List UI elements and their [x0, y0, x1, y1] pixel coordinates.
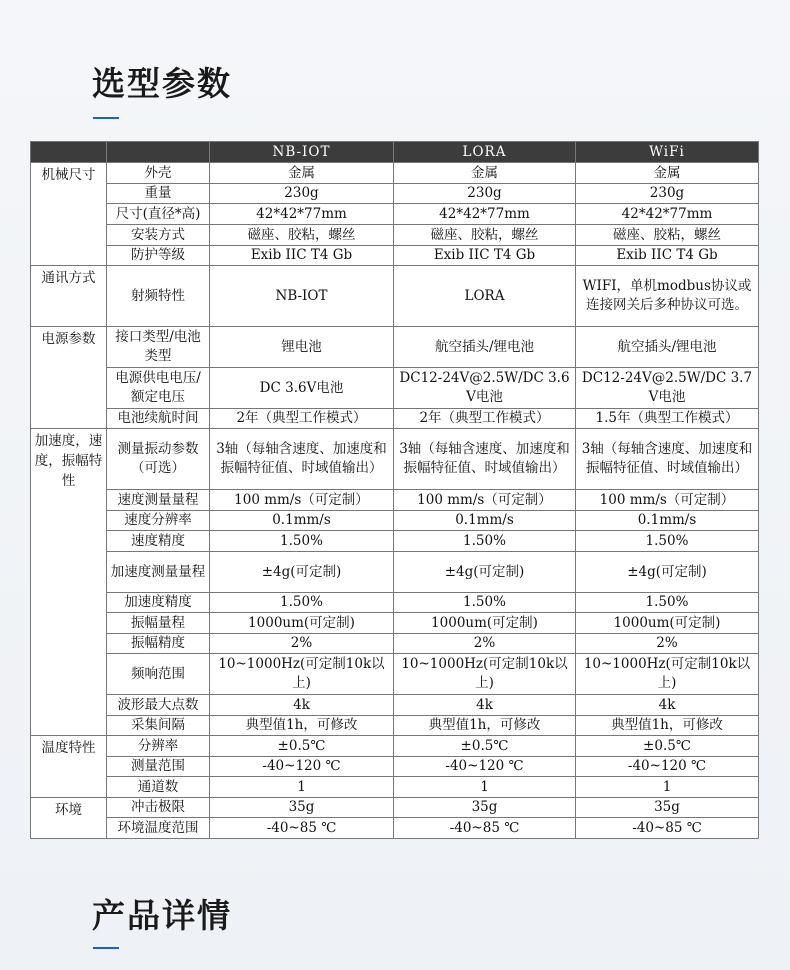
lora-cell: 磁座、胶粘，螺丝 — [394, 225, 576, 246]
table-row — [31, 184, 759, 204]
wifi-cell: DC12-24V@2.5W/DC 3.7V电池 — [576, 368, 759, 409]
wifi-cell: 3轴（每轴含速度、加速度和振幅特征值、时域值输出） — [576, 429, 759, 490]
wifi-cell: 2% — [576, 634, 759, 654]
wifi-cell: 1000um(可定制) — [576, 613, 759, 634]
lora-cell: ±0.5℃ — [394, 736, 576, 757]
nb-iot-cell: ±0.5℃ — [210, 736, 394, 757]
nb-iot-cell: NB-IOT — [210, 266, 394, 327]
wifi-cell: ±4g(可定制) — [576, 552, 759, 593]
table-row — [31, 368, 759, 409]
wifi-cell: 230g — [576, 184, 759, 204]
nb-iot-cell: 1.50% — [210, 593, 394, 613]
nb-iot-cell: 10~1000Hz(可定制10k以上) — [210, 654, 394, 695]
nb-iot-cell: 3轴（每轴含速度、加速度和振幅特征值、时域值输出） — [210, 429, 394, 490]
lora-cell: 42*42*77mm — [394, 204, 576, 225]
category-vibration: 加速度，速度，振幅特性 — [31, 429, 107, 736]
nb-iot-cell: 100 mm/s（可定制） — [210, 490, 394, 511]
param-cell: 分辨率 — [107, 736, 210, 757]
lora-cell: LORA — [394, 266, 576, 327]
nb-iot-cell: -40~85 ℃ — [210, 818, 394, 839]
product-details-title: 产品详情 — [92, 896, 232, 935]
category-mechanical: 机械尺寸 — [31, 163, 107, 266]
param-cell: 测量范围 — [107, 757, 210, 777]
wifi-cell: 金属 — [576, 163, 759, 184]
table-row — [31, 716, 759, 736]
param-cell: 频响范围 — [107, 654, 210, 695]
wifi-cell: 磁座、胶粘，螺丝 — [576, 225, 759, 246]
table-row — [31, 552, 759, 593]
table-row — [31, 490, 759, 511]
table-row — [31, 246, 759, 266]
param-cell: 速度精度 — [107, 531, 210, 552]
wifi-cell: -40~85 ℃ — [576, 818, 759, 839]
nb-iot-cell: 42*42*77mm — [210, 204, 394, 225]
nb-iot-cell: 35g — [210, 798, 394, 818]
lora-cell: 1.50% — [394, 531, 576, 552]
title-underline — [93, 117, 119, 119]
wifi-cell: 航空插头/锂电池 — [576, 327, 759, 368]
param-cell: 通道数 — [107, 777, 210, 798]
header-lora: LORA — [394, 142, 576, 163]
header-wifi: WiFi — [576, 142, 759, 163]
table-row — [31, 409, 759, 429]
spec-table — [30, 141, 759, 839]
category-power: 电源参数 — [31, 327, 107, 429]
wifi-cell: -40~120 ℃ — [576, 757, 759, 777]
wifi-cell: Exib IIC T4 Gb — [576, 246, 759, 266]
lora-cell: 4k — [394, 695, 576, 716]
category-temperature: 温度特性 — [31, 736, 107, 798]
wifi-cell: 1 — [576, 777, 759, 798]
param-cell: 电源供电电压/额定电压 — [107, 368, 210, 409]
param-cell: 电池续航时间 — [107, 409, 210, 429]
category-environment: 环境 — [31, 798, 107, 839]
param-cell: 射频特性 — [107, 266, 210, 327]
wifi-cell: 10~1000Hz(可定制10k以上) — [576, 654, 759, 695]
wifi-cell: 典型值1h，可修改 — [576, 716, 759, 736]
wifi-cell: 4k — [576, 695, 759, 716]
lora-cell: 230g — [394, 184, 576, 204]
nb-iot-cell: Exib IIC T4 Gb — [210, 246, 394, 266]
lora-cell: 1.50% — [394, 593, 576, 613]
param-cell: 采集间隔 — [107, 716, 210, 736]
param-cell: 振幅量程 — [107, 613, 210, 634]
nb-iot-cell: 1 — [210, 777, 394, 798]
table-row — [31, 163, 759, 184]
nb-iot-cell: DC 3.6V电池 — [210, 368, 394, 409]
wifi-cell: 1.50% — [576, 593, 759, 613]
lora-cell: 2% — [394, 634, 576, 654]
table-row — [31, 531, 759, 552]
lora-cell: 35g — [394, 798, 576, 818]
param-cell: 重量 — [107, 184, 210, 204]
header-blank-param — [107, 142, 210, 163]
table-header-row — [31, 142, 759, 163]
nb-iot-cell: 锂电池 — [210, 327, 394, 368]
table-row — [31, 613, 759, 634]
table-row — [31, 511, 759, 531]
table-row — [31, 225, 759, 246]
table-row — [31, 736, 759, 757]
param-cell: 速度分辨率 — [107, 511, 210, 531]
nb-iot-cell: 2% — [210, 634, 394, 654]
nb-iot-cell: 0.1mm/s — [210, 511, 394, 531]
nb-iot-cell: 230g — [210, 184, 394, 204]
nb-iot-cell: 磁座、胶粘，螺丝 — [210, 225, 394, 246]
param-cell: 防护等级 — [107, 246, 210, 266]
lora-cell: 1 — [394, 777, 576, 798]
table-row — [31, 593, 759, 613]
param-cell: 外壳 — [107, 163, 210, 184]
lora-cell: 典型值1h，可修改 — [394, 716, 576, 736]
wifi-cell: 35g — [576, 798, 759, 818]
nb-iot-cell: ±4g(可定制) — [210, 552, 394, 593]
wifi-cell: ±0.5℃ — [576, 736, 759, 757]
lora-cell: -40~120 ℃ — [394, 757, 576, 777]
param-cell: 加速度精度 — [107, 593, 210, 613]
wifi-cell: 0.1mm/s — [576, 511, 759, 531]
lora-cell: Exib IIC T4 Gb — [394, 246, 576, 266]
param-cell: 尺寸(直径*高) — [107, 204, 210, 225]
lora-cell: 3轴（每轴含速度、加速度和振幅特征值、时域值输出） — [394, 429, 576, 490]
param-cell: 安装方式 — [107, 225, 210, 246]
wifi-cell: 100 mm/s（可定制） — [576, 490, 759, 511]
table-row — [31, 757, 759, 777]
param-cell: 加速度测量量程 — [107, 552, 210, 593]
lora-cell: 1000um(可定制) — [394, 613, 576, 634]
lora-cell: 航空插头/锂电池 — [394, 327, 576, 368]
title-underline — [93, 947, 119, 949]
param-cell: 测量振动参数（可选） — [107, 429, 210, 490]
wifi-cell: WIFI，单机modbus协议或连接网关后多种协议可选。 — [576, 266, 759, 327]
table-row — [31, 695, 759, 716]
table-row — [31, 204, 759, 225]
lora-cell: 金属 — [394, 163, 576, 184]
param-cell: 波形最大点数 — [107, 695, 210, 716]
category-communication: 通讯方式 — [31, 266, 107, 327]
param-cell: 环境温度范围 — [107, 818, 210, 839]
nb-iot-cell: 典型值1h，可修改 — [210, 716, 394, 736]
nb-iot-cell: 2年（典型工作模式） — [210, 409, 394, 429]
wifi-cell: 42*42*77mm — [576, 204, 759, 225]
wifi-cell: 1.5年（典型工作模式） — [576, 409, 759, 429]
lora-cell: 100 mm/s（可定制） — [394, 490, 576, 511]
param-cell: 振幅精度 — [107, 634, 210, 654]
nb-iot-cell: 4k — [210, 695, 394, 716]
param-cell: 冲击极限 — [107, 798, 210, 818]
nb-iot-cell: -40~120 ℃ — [210, 757, 394, 777]
table-row — [31, 327, 759, 368]
table-row — [31, 818, 759, 839]
table-row — [31, 654, 759, 695]
lora-cell: DC12-24V@2.5W/DC 3.6V电池 — [394, 368, 576, 409]
lora-cell: ±4g(可定制) — [394, 552, 576, 593]
table-row — [31, 777, 759, 798]
table-row — [31, 634, 759, 654]
wifi-cell: 1.50% — [576, 531, 759, 552]
lora-cell: 0.1mm/s — [394, 511, 576, 531]
table-row — [31, 266, 759, 327]
nb-iot-cell: 金属 — [210, 163, 394, 184]
lora-cell: 2年（典型工作模式） — [394, 409, 576, 429]
table-row — [31, 429, 759, 490]
param-cell: 速度测量量程 — [107, 490, 210, 511]
nb-iot-cell: 1000um(可定制) — [210, 613, 394, 634]
header-nb-iot: NB-IOT — [210, 142, 394, 163]
param-cell: 接口类型/电池类型 — [107, 327, 210, 368]
lora-cell: -40~85 ℃ — [394, 818, 576, 839]
lora-cell: 10~1000Hz(可定制10k以上) — [394, 654, 576, 695]
header-blank-category — [31, 142, 107, 163]
table-row — [31, 798, 759, 818]
selection-params-title: 选型参数 — [92, 64, 232, 103]
nb-iot-cell: 1.50% — [210, 531, 394, 552]
